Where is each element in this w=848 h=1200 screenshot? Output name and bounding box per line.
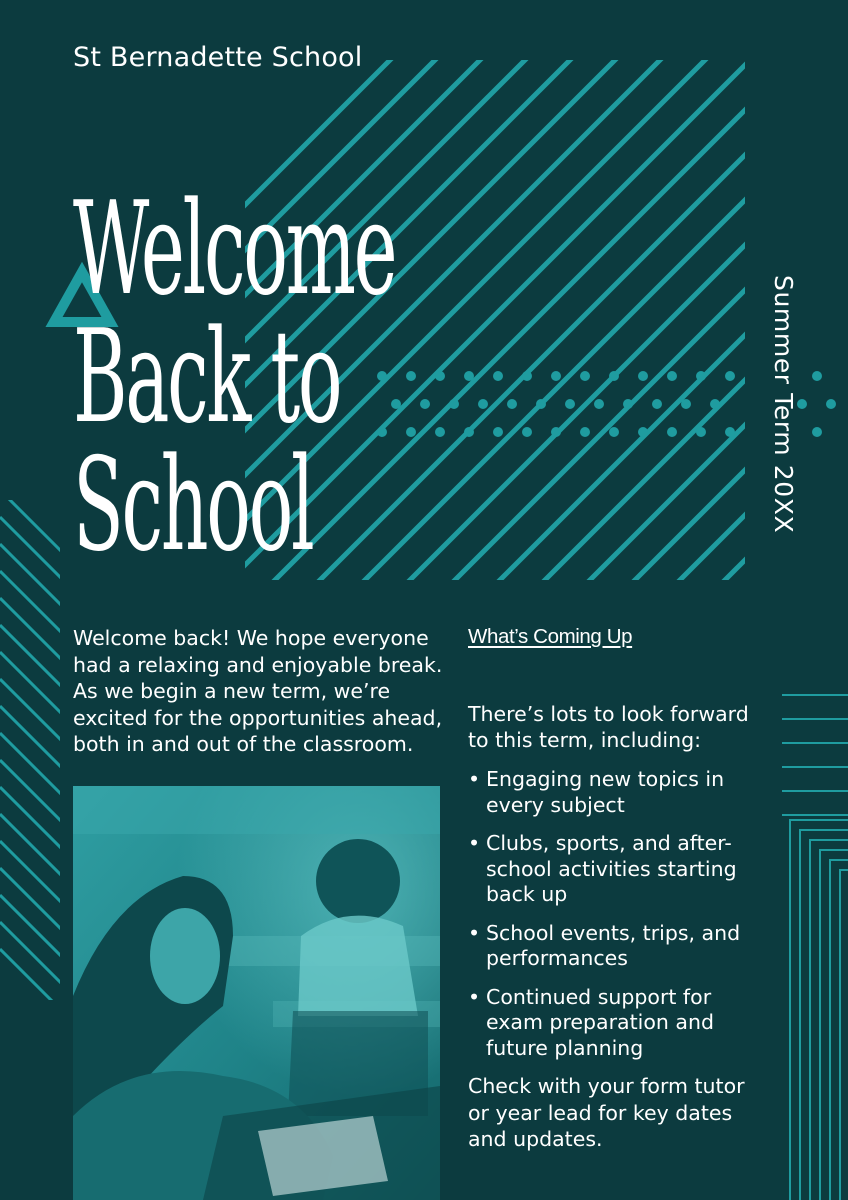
stripe-line (650, 0, 848, 700)
classroom-photo (73, 786, 440, 1200)
term-label: Summer Term 20XX (769, 275, 798, 534)
dot (681, 399, 691, 409)
dot (725, 427, 735, 437)
dot (652, 399, 662, 409)
stripe-line (0, 760, 70, 830)
dot (710, 399, 720, 409)
dot (812, 371, 822, 381)
headline-line-2: Back to (73, 303, 341, 452)
headline-line-1: Welcome (73, 175, 396, 324)
right-line-pattern (782, 695, 848, 1200)
stripe-line (0, 733, 70, 803)
bullet-icon: • (468, 767, 481, 791)
bullet-icon: • (468, 984, 481, 1009)
closing-note: Check with your form tutor or year lead for key dates and updates. (468, 1074, 745, 1151)
dot (638, 427, 648, 437)
stripe-line (0, 922, 70, 992)
school-name: St Bernadette School (73, 42, 363, 73)
whats-coming-up-section (468, 625, 768, 1151)
intro-paragraph: Welcome back! We hope everyone had a relaxing and enjoyable break. As we begin a new term, we’re excited for the opportunities ahead, both in and out of the classroom. (73, 626, 443, 756)
stripe-line (0, 841, 70, 911)
dot (797, 399, 807, 409)
bullet-icon: • (468, 920, 481, 945)
list-item (468, 831, 758, 908)
stripe-line (0, 814, 70, 884)
dot (638, 371, 648, 381)
stripe-line (0, 598, 70, 668)
dot (696, 371, 706, 381)
stripe-line (0, 517, 70, 587)
stripe-line (0, 625, 70, 695)
stripe-line (0, 787, 70, 857)
dot (812, 427, 822, 437)
list-item (468, 985, 758, 1062)
list-item-text: Clubs, sports, and after-school activities starting back up (486, 831, 737, 906)
dot (667, 427, 677, 437)
stripe-line (0, 490, 70, 560)
stripe-line (0, 571, 70, 641)
highlights-list (468, 767, 758, 1074)
diagonal-stripes-left (0, 490, 70, 1019)
dot (667, 371, 677, 381)
stripe-line (0, 868, 70, 938)
stripe-line (0, 895, 70, 965)
list-item-text: Continued support for exam preparation and future planning (486, 984, 714, 1060)
dot (696, 427, 706, 437)
list-item-text: School events, trips, and performances (486, 920, 741, 970)
bullet-icon: • (468, 831, 481, 855)
list-item (468, 767, 758, 818)
dot (826, 399, 836, 409)
section-lead: There’s lots to look forward to this term, including: (468, 702, 749, 752)
headline (73, 175, 629, 580)
list-item (468, 921, 758, 972)
corner-line (820, 850, 848, 1200)
stripe-line (0, 679, 70, 749)
stripe-line (0, 706, 70, 776)
corner-line (840, 870, 848, 1200)
stripe-line (0, 544, 70, 614)
section-heading: What’s Coming Up (468, 625, 633, 648)
stripe-line (0, 652, 70, 722)
headline-line-3: School (73, 431, 313, 580)
dot (725, 371, 735, 381)
list-item-text: Engaging new topics in every subject (486, 767, 725, 817)
stripe-line (0, 949, 70, 1019)
